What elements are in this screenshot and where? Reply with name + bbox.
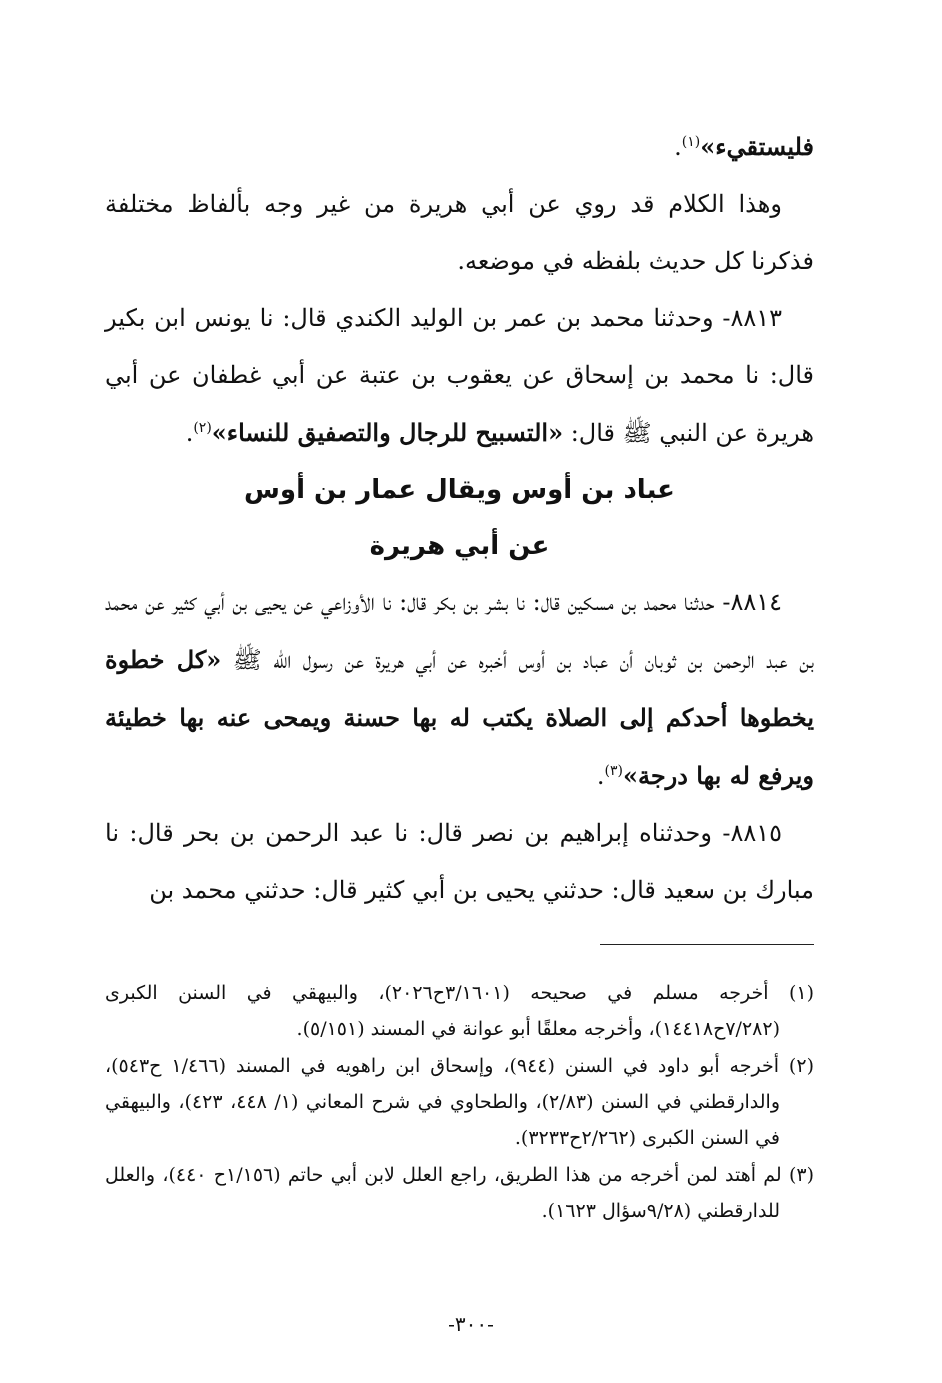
footnote-1: (١) أخرجه مسلم في صحيحه (٣/١٦٠١ح٢٠٢٦)، والبيهقي في السنن الكبرى (٧/٢٨٢ح١٤٤١٨)، وأخرجه معلقًا أبو عوانة في المسند (٥/١٥١). xyxy=(105,982,815,1040)
hadith-8813-matn: «التسبيح للرجال والتصفيق للنساء» xyxy=(211,418,564,447)
hadith-8814 xyxy=(105,574,814,805)
main-text xyxy=(105,118,814,919)
hadith-8813 xyxy=(105,290,814,462)
period: . xyxy=(674,133,682,161)
period: . xyxy=(185,419,194,447)
footnote-ref-3: (٣) xyxy=(604,763,623,779)
footnote-ref-1: (١) xyxy=(681,134,701,150)
page-number: -٣٠٠- xyxy=(448,1312,494,1336)
footnotes xyxy=(105,975,814,1230)
footnote-ref-2: (٢) xyxy=(193,420,212,436)
footnote-2: (٢) أخرجه أبو داود في السنن (٩٤٤)، وإسحاق ابن راهويه في المسند (١/٤٦٦ ح٥٤٣)، والدارقطني في السنن (٢/٨٣)، والطحاوي في شرح المعاني (١/ ٤٤٨، ٤٢٣)، والبيهقي في السنن الكبرى (٢/٢٦٢ح٣٢٣٣). xyxy=(105,1055,814,1149)
section-heading-line1: عباد بن أوس ويقال عمار بن أوس xyxy=(244,475,675,505)
footnote-3: (٣) لم أهتد لمن أخرجه من هذا الطريق، راجع العلل لابن أبي حاتم (١/١٥٦ح ٤٤٠)، والعلل للدارقطني (٩/٢٨سؤال ١٦٢٣). xyxy=(105,1164,814,1222)
period: . xyxy=(596,762,605,790)
paragraph-continuation xyxy=(105,118,814,176)
hadith-8814-matn: «كل خطوة يخطوها أحدكم إلى الصلاة يكتب له بها حسنة ويمحى عنه بها خطيئة ويرفع له بها درجة» xyxy=(105,645,814,790)
hadith-8813-chain: ٨٨١٣- وحدثنا محمد بن عمر بن الوليد الكندي قال: نا يونس ابن بكير قال: نا محمد بن إسحاق عن يعقوب بن عتبة عن أبي غطفان عن أبي هريرة عن النبي ﷺ قال: xyxy=(105,304,814,447)
footnote-separator xyxy=(600,944,814,945)
quote-end-bold: فليستقيء» xyxy=(700,132,814,161)
section-heading-line2: عن أبي هريرة xyxy=(369,531,550,561)
hadith-8815: ٨٨١٥- وحدثناه إبراهيم بن نصر قال: نا عبد الرحمن بن بحر قال: نا مبارك بن سعيد قال: حدثني يحيى بن أبي كثير قال: حدثني محمد بن xyxy=(105,819,814,904)
hadith-8814-chain: ٨٨١٤- حدثنا محمد بن مسكين قال: نا بشر بن بكر قال: نا الأوزاعي عن يحيى بن أبي كثير عن محمد بن عبد الرحمن بن ثوبان أن عباد بن أوس أخبره عن أبي هريرة عن رسول الله ﷺ xyxy=(105,588,814,674)
paragraph-note: وهذا الكلام قد روي عن أبي هريرة من غير وجه بألفاظ مختلفة فذكرنا كل حديث بلفظه في موضعه. xyxy=(105,190,814,275)
